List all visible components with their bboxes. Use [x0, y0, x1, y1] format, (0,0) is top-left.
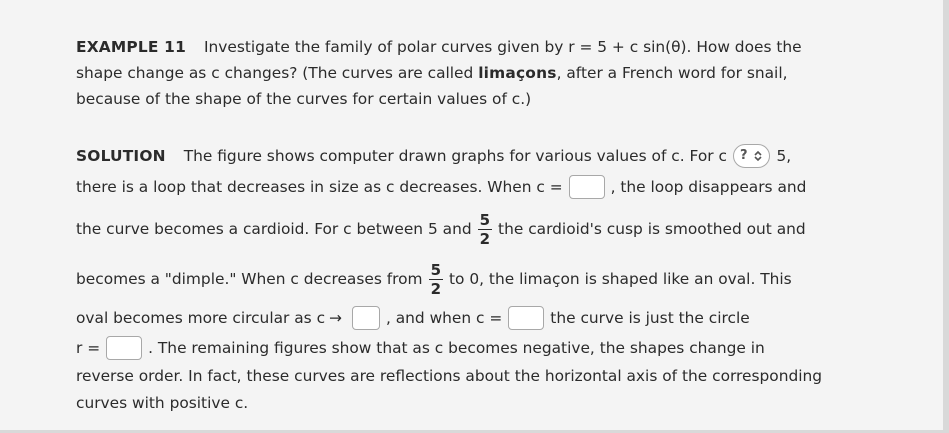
answer-input-circle-r[interactable] — [106, 336, 142, 360]
example-after-eq: . How does the — [686, 38, 802, 56]
fraction-denominator: 2 — [430, 279, 441, 298]
right-border — [943, 0, 949, 433]
dropdown-value: ? — [739, 148, 748, 163]
solution-label: SOLUTION — [76, 147, 166, 165]
fraction-denominator: 2 — [479, 229, 491, 248]
solution-line-7-text: reverse order. In fact, these curves are reflections about the horizontal axis of the corresponding — [76, 367, 823, 385]
answer-input-circle-c[interactable] — [508, 306, 544, 330]
solution-line-8-text: curves with positive c. — [76, 394, 249, 412]
solution-line-4 — [76, 256, 916, 302]
example-label: EXAMPLE 11 — [76, 38, 186, 56]
solution-line-4b: to 0, the limaçon is shaped like an oval. This — [449, 270, 792, 288]
right-arrow: → — [329, 309, 342, 327]
solution-line-6b: . The remaining figures show that as c becomes negative, the shapes change in — [148, 339, 765, 357]
example-intro: Investigate the family of polar curves given by — [203, 38, 569, 56]
fraction-numerator: 5 — [430, 260, 441, 279]
solution-line-8 — [76, 390, 916, 416]
fraction-five-halves — [478, 212, 492, 247]
fraction-five-halves-2 — [429, 262, 443, 297]
solution-line-2a: there is a loop that decreases in size as c decreases. When c = — [76, 178, 563, 196]
updown-chevron-icon — [753, 150, 763, 162]
example-line-2a: shape change as c changes? (The curves are called — [76, 64, 479, 82]
example-line-2 — [76, 60, 916, 86]
solution-paragraph — [76, 140, 916, 416]
example-line-3-text: because of the shape of the curves for certain values of c.) — [76, 90, 532, 108]
solution-line-4a: becomes a "dimple." When c decreases from — [76, 270, 423, 288]
answer-input-loop-disappears[interactable] — [569, 175, 605, 199]
solution-line-2 — [76, 172, 916, 202]
solution-line-7 — [76, 362, 916, 390]
solution-line-5c: the curve is just the circle — [550, 309, 750, 327]
solution-line-2b: , the loop disappears and — [610, 178, 807, 196]
solution-line-6a: r = — [76, 339, 101, 357]
solution-line-3 — [76, 202, 916, 256]
solution-line-3b: the cardioid's cusp is smoothed out and — [498, 220, 806, 238]
comparison-dropdown[interactable] — [733, 144, 771, 168]
solution-line-1a: The figure shows computer drawn graphs for various values of c. For c — [183, 147, 727, 165]
example-paragraph — [76, 34, 916, 112]
solution-line-5b: , and when c = — [385, 309, 503, 327]
example-line-3 — [76, 86, 916, 112]
solution-line-6 — [76, 334, 916, 362]
solution-line-5 — [76, 302, 916, 334]
solution-line-3a: the curve becomes a cardioid. For c between 5 and — [76, 220, 472, 238]
solution-line-1b: 5, — [776, 147, 792, 165]
limacons-term: limaçons — [478, 64, 557, 82]
solution-line-5a: oval becomes more circular as c — [76, 309, 326, 327]
solution-line-1 — [76, 140, 916, 172]
fraction-numerator: 5 — [479, 210, 491, 229]
example-line-1 — [76, 34, 916, 60]
answer-input-limit[interactable] — [352, 306, 380, 330]
example-equation: r = 5 + c sin(θ) — [568, 38, 687, 56]
example-line-2b: , after a French word for snail, — [556, 64, 788, 82]
